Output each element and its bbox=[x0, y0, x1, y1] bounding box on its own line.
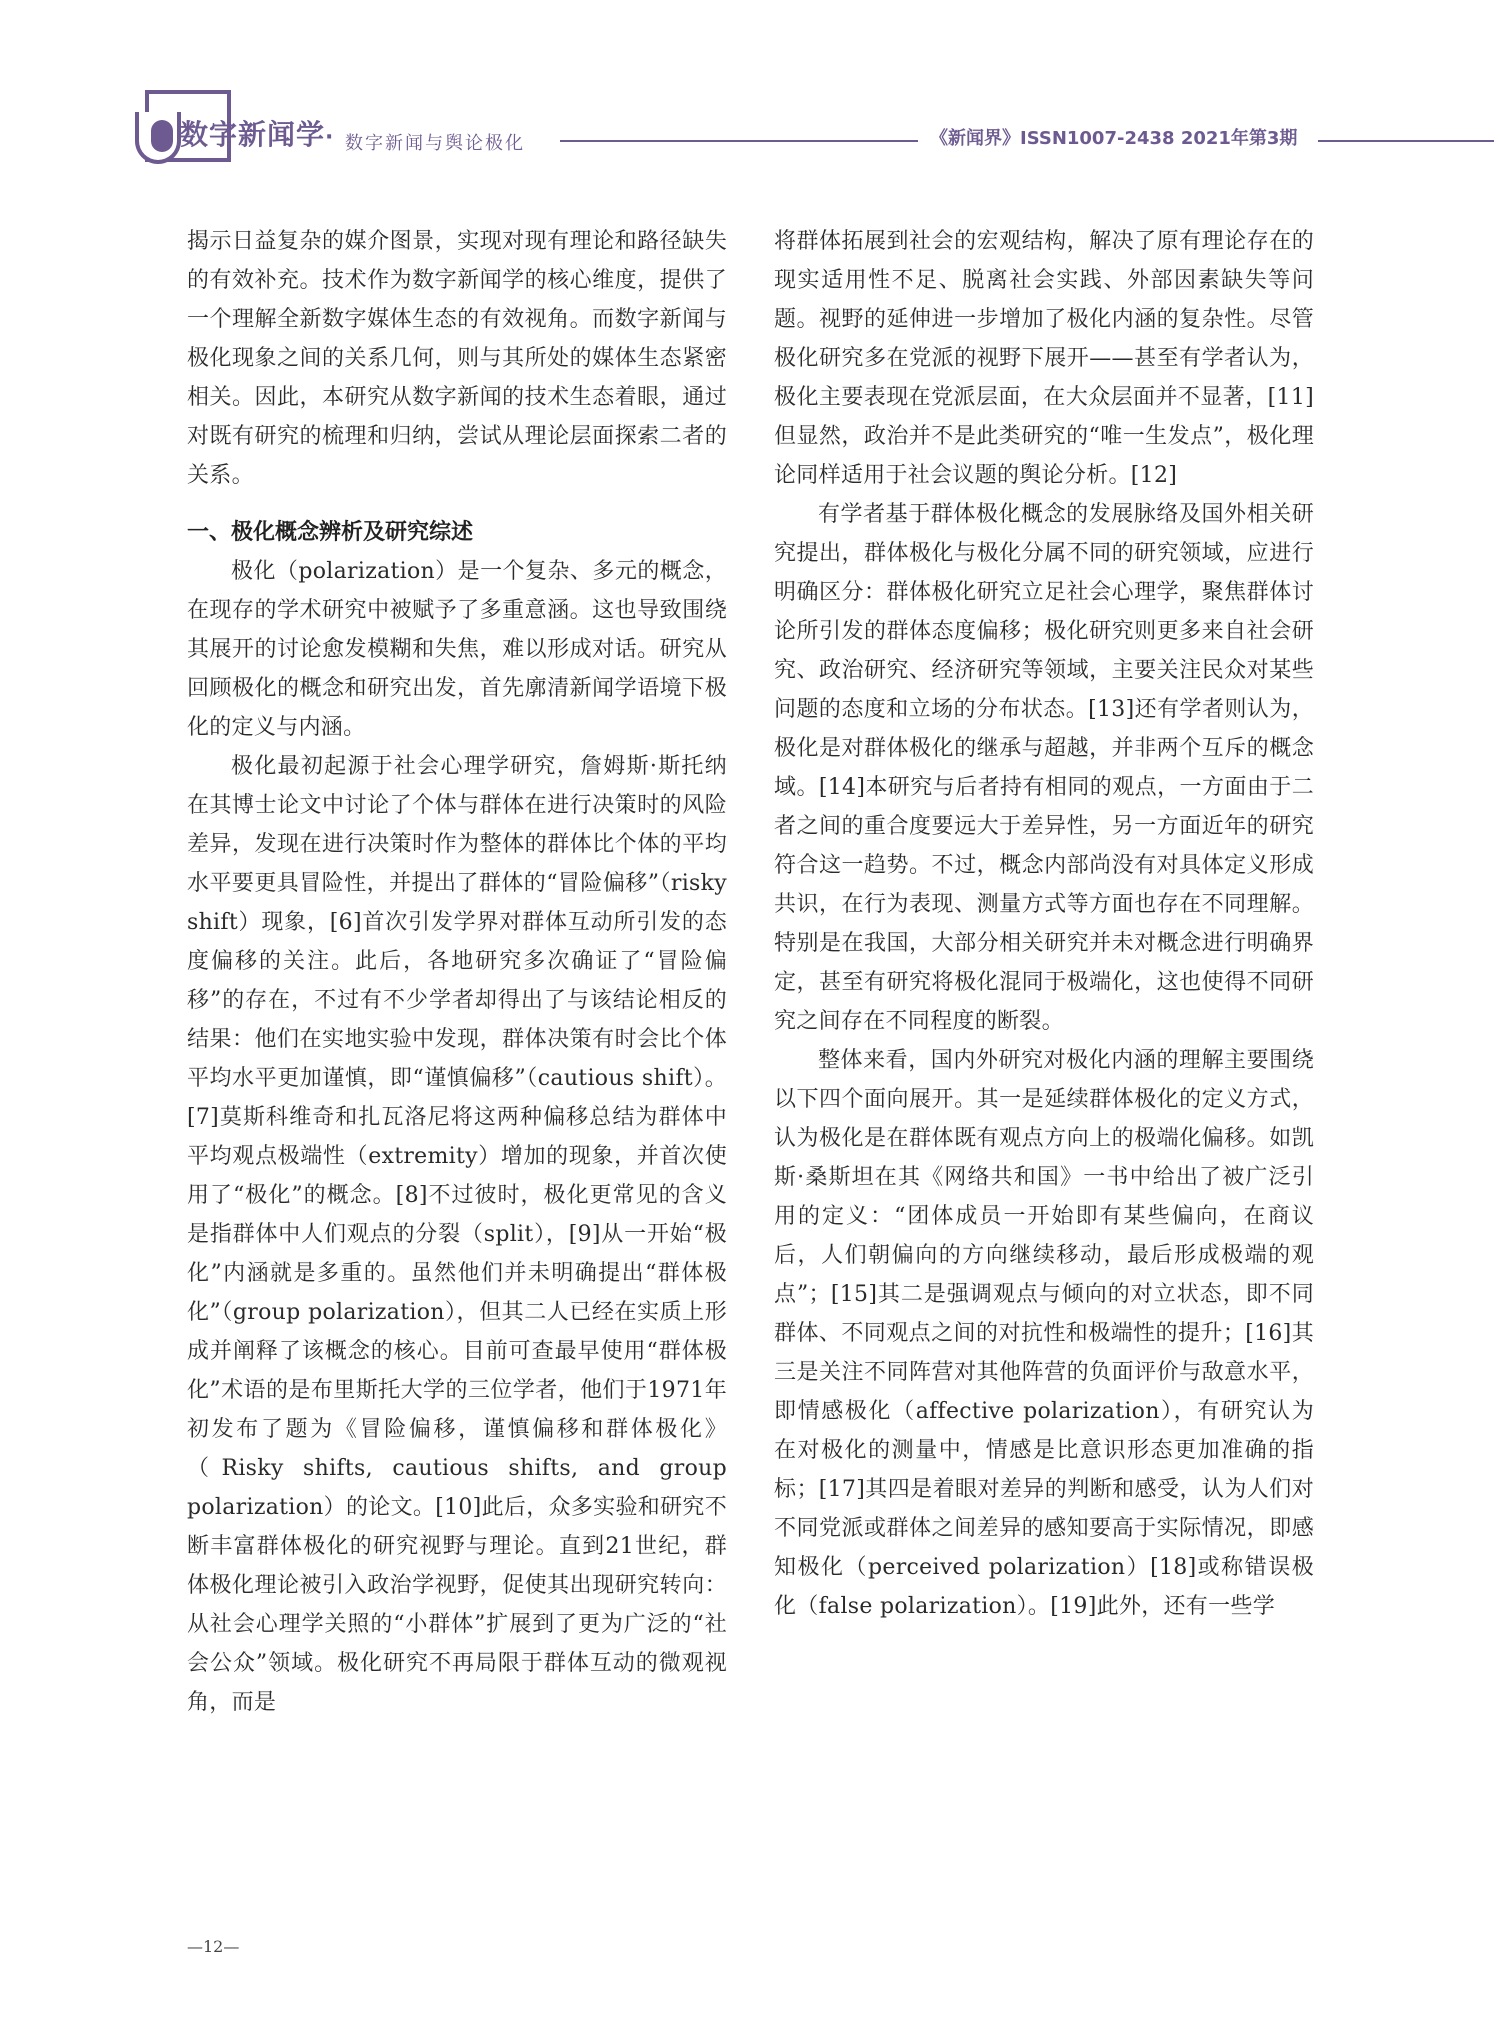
paragraph: 将群体拓展到社会的宏观结构，解决了原有理论存在的现实适用性不足、脱离社会实践、外部因素缺失等问题。视野的延伸进一步增加了极化内涵的复杂性。尽管极化研究多在党派的视野下展开——甚至有学者认为，极化主要表现在党派层面，在大众层面并不显著，[11]但显然，政治并不是此类研究的“唯一生发点”，极化理论同样适用于社会议题的舆论分析。[12] bbox=[774, 229, 1314, 488]
paragraph: 极化（polarization）是一个复杂、多元的概念，在现存的学术研究中被赋予了多重意涵。这也导致围绕其展开的讨论愈发模糊和失焦，难以形成对话。研究从回顾极化的概念和研究出发，首先廓清新闻学语境下极化的定义与内涵。 bbox=[187, 559, 727, 740]
right-column bbox=[774, 222, 1314, 1626]
page-number: —12— bbox=[187, 1937, 240, 1956]
header-rule-right bbox=[1318, 140, 1494, 142]
paragraph: 极化最初起源于社会心理学研究，詹姆斯·斯托纳在其博士论文中讨论了个体与群体在进行决策时的风险差异，发现在进行决策时作为整体的群体比个体的平均水平要更具冒险性，并提出了群体的“冒险偏移”（risky shift）现象，[6]首次引发学界对群体互动所引发的态度偏移的关注。此后，各地研究多次确证了“冒险偏移”的存在，不过有不少学者却得出了与该结论相反的结果：他们在实地实验中发现，群体决策有时会比个体平均水平更加谨慎，即“谨慎偏移”（cautious shift）。[7]莫斯科维奇和扎瓦洛尼将这两种偏移总结为群体中平均观点极端性（extremity）增加的现象，并首次使用了“极化”的概念。[8]不过彼时，极化更常见的含义是指群体中人们观点的分裂（split），[9]从一开始“极化”内涵就是多重的。虽然他们并未明确提出“群体极化”（group polarization），但其二人已经在实质上形成并阐释了该概念的核心。目前可查最早使用“群体极化”术语的是布里斯托大学的三位学者，他们于1971年初发布了题为《冒险偏移，谨慎偏移和群体极化》（Risky shifts, cautious shifts, and group polarization）的论文。[10]此后，众多实验和研究不断丰富群体极化的研究视野与理论。直到21世纪，群体极化理论被引入政治学视野，促使其出现研究转向：从社会心理学关照的“小群体”扩展到了更为广泛的“社会公众”领域。极化研究不再局限于群体互动的微观视角，而是 bbox=[187, 754, 727, 1715]
column-brand bbox=[180, 113, 334, 153]
column-subtitle: 数字新闻与舆论极化 bbox=[345, 133, 525, 154]
section-heading: 一、极化概念辨析及研究综述 bbox=[187, 520, 474, 545]
paragraph: 有学者基于群体极化概念的发展脉络及国外相关研究提出，群体极化与极化分属不同的研究领域，应进行明确区分：群体极化研究立足社会心理学，聚焦群体讨论所引发的群体态度偏移；极化研究则更多来自社会研究、政治研究、经济研究等领域，主要关注民众对某些问题的态度和立场的分布状态。[13]还有学者则认为，极化是对群体极化的继承与超越，并非两个互斥的概念域。[14]本研究与后者持有相同的观点，一方面由于二者之间的重合度要远大于差异性，另一方面近年的研究符合这一趋势。不过，概念内部尚没有对具体定义形成共识，在行为表现、测量方式等方面也存在不同理解。特别是在我国，大部分相关研究并未对概念进行明确界定，甚至有研究将极化混同于极端化，这也使得不同研究之间存在不同程度的断裂。 bbox=[774, 502, 1314, 1034]
brand-title: 数字新闻学 bbox=[180, 118, 326, 151]
page-header bbox=[0, 0, 1500, 200]
journal-info: 《新闻界》ISSN1007-2438 2021年第3期 bbox=[930, 128, 1298, 149]
brand-separator: · bbox=[325, 125, 335, 150]
left-column bbox=[187, 222, 727, 1722]
paragraph: 整体来看，国内外研究对极化内涵的理解主要围绕以下四个面向展开。其一是延续群体极化的定义方式，认为极化是在群体既有观点方向上的极端化偏移。如凯斯·桑斯坦在其《网络共和国》一书中给出了被广泛引用的定义：“团体成员一开始即有某些偏向，在商议后，人们朝偏向的方向继续移动，最后形成极端的观点”；[15]其二是强调观点与倾向的对立状态，即不同群体、不同观点之间的对抗性和极端性的提升；[16]其三是关注不同阵营对其他阵营的负面评价与敌意水平，即情感极化（affective polarization），有研究认为在对极化的测量中，情感是比意识形态更加准确的指标；[17]其四是着眼对差异的判断和感受，认为人们对不同党派或群体之间差异的感知要高于实际情况，即感知极化（perceived polarization）[18]或称错误极化（false polarization）。[19]此外，还有一些学 bbox=[774, 1048, 1314, 1619]
paragraph: 揭示日益复杂的媒介图景，实现对现有理论和路径缺失的有效补充。技术作为数字新闻学的核心维度，提供了一个理解全新数字媒体生态的有效视角。而数字新闻与极化现象之间的关系几何，则与其所处的媒体生态紧密相关。因此，本研究从数字新闻的技术生态着眼，通过对既有研究的梳理和归纳，尝试从理论层面探索二者的关系。 bbox=[187, 229, 727, 488]
header-rule-left bbox=[560, 140, 918, 142]
